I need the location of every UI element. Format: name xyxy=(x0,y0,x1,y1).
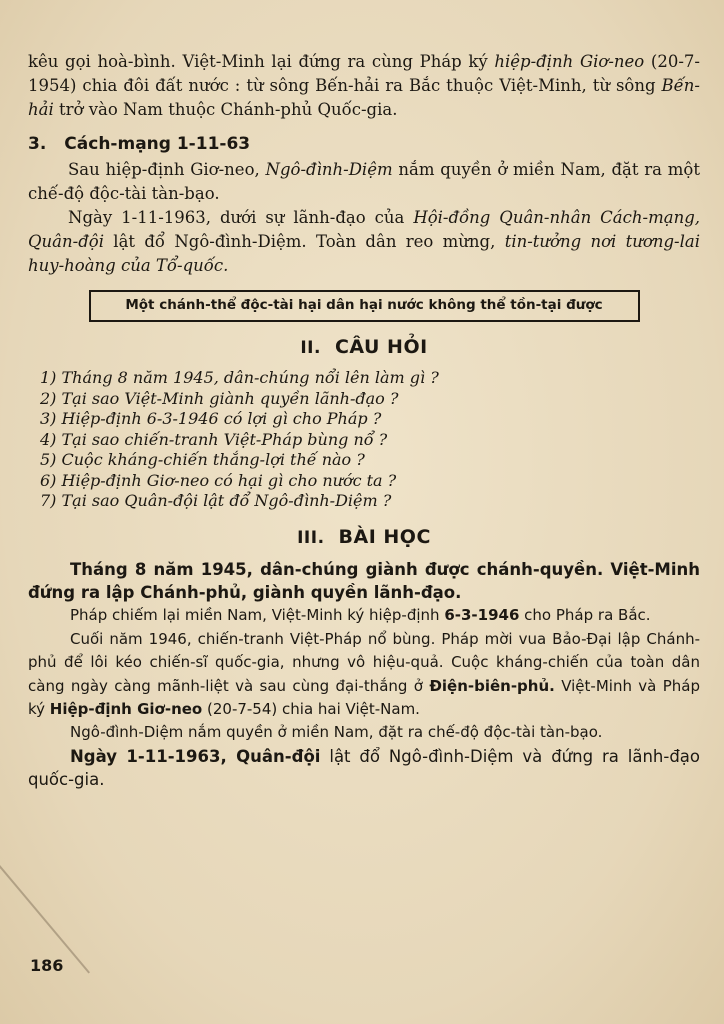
intro-text-1: kêu gọi hoà-bình. Việt-Minh lại đứng ra cùng Pháp ký xyxy=(28,52,495,71)
page-content xyxy=(28,50,700,792)
question-item: 3) Hiệp-định 6-3-1946 có lợi gì cho Pháp ? xyxy=(40,409,382,428)
lesson-number: III. xyxy=(297,527,325,548)
s3p1-text-b: nắm quyền ở miền Nam, đặt ra một chế-độ độc-tài tàn-bạo. xyxy=(28,160,700,203)
lesson-paragraph-5 xyxy=(28,745,700,792)
s3p2-text-a: Ngày 1-11-1963, dưới sự lãnh-đạo của xyxy=(68,208,414,227)
s3p1-text-a: Sau hiệp-định Giơ-neo, xyxy=(68,160,266,179)
question-item: 4) Tại sao chiến-tranh Việt-Pháp bùng nổ ? xyxy=(40,429,388,449)
motto-box: Một chánh-thể độc-tài hại dân hại nước không thể tồn-tại được xyxy=(89,290,640,322)
intro-text-2: (20-7-1954) chia đôi đất nước : từ sông Bến-hải ra Bắc thuộc Việt-Minh, từ sông xyxy=(28,52,700,95)
lp5-text-c: lật đổ Ngô-đình-Diệm và đứng ra lãnh-đạo quốc-gia. xyxy=(28,746,700,790)
questions-number: II. xyxy=(300,338,321,358)
lp3-text-c: Việt-Minh và Pháp ký xyxy=(28,676,700,718)
questions-list xyxy=(28,368,700,512)
lp5-army: Quân-đội xyxy=(226,746,321,766)
section-3-number: 3. xyxy=(28,134,47,154)
intro-text-3: trở vào Nam thuộc Chánh-phủ Quốc-gia. xyxy=(53,100,398,119)
lesson-paragraph-3 xyxy=(28,628,700,722)
s3p2-em-2: tin-tưởng nơi tương-lai huy-hoàng của Tổ-quốc. xyxy=(28,232,700,275)
question-item: 1) Tháng 8 năm 1945, dân-chúng nổi lên làm gì ? xyxy=(40,368,439,387)
lesson-heading xyxy=(28,526,700,548)
lp5-date: Ngày 1-11-1963, xyxy=(70,746,227,766)
section-3-paragraph-1 xyxy=(28,158,700,206)
lp3-text-a: Cuối năm 1946, chiến-tranh Việt-Pháp nổ bùng. Pháp mời vua Bảo-Đại lập Chánh-phủ để lôi kéo chiến-sĩ quốc-gia, nhưng vô hiệu-quả. Cuộc kháng-chiến của toàn dân càng ngày càng mãnh-liệt và sau cùng đại-thắng ở xyxy=(28,629,700,695)
section-3-title: Cách-mạng 1-11-63 xyxy=(64,134,251,154)
question-item: 7) Tại sao Quân-đội lật đổ Ngô-đình-Diệm ? xyxy=(40,491,392,510)
lesson-paragraph-4: Ngô-đình-Diệm nắm quyền ở miền Nam, đặt ra chế-độ độc-tài tàn-bạo. xyxy=(70,723,603,742)
intro-paragraph xyxy=(28,50,700,122)
lesson-paragraph-1: Tháng 8 năm 1945, dân-chúng giành được chánh-quyền. Việt-Minh đứng ra lập Chánh-phủ, giành quyền lãnh-đạo. xyxy=(28,559,700,602)
section-3-paragraph-2 xyxy=(28,206,700,278)
section-3-heading xyxy=(28,134,700,154)
s3p2-em-1: Hội-đồng Quân-nhân Cách-mạng, Quân-đội xyxy=(28,208,700,251)
lesson-title: BÀI HỌC xyxy=(338,525,431,548)
question-item: 6) Hiệp-định Giơ-neo có hại gì cho nước ta ? xyxy=(40,470,397,490)
questions-title: CÂU HỎI xyxy=(334,336,428,358)
page-number: 186 xyxy=(30,956,64,975)
question-item: 5) Cuộc kháng-chiến thắng-lợi thế nào ? xyxy=(40,450,365,469)
intro-em-1: hiệp-định Giơ-neo xyxy=(494,52,645,71)
s3p2-text-b: lật đổ Ngô-đình-Diệm. Toàn dân reo mừng, xyxy=(103,232,505,251)
lp3-treaty: Hiệp-định Giơ-neo xyxy=(49,699,203,718)
lp3-text-e: (20-7-54) chia hai Việt-Nam. xyxy=(202,699,420,718)
lp2-text-a: Pháp chiếm lại miền Nam, Việt-Minh ký hiệp-định xyxy=(70,606,445,625)
lesson-paragraph-2 xyxy=(28,604,700,627)
lp2-text-c: cho Pháp ra Bắc. xyxy=(519,606,651,625)
question-item: 2) Tại sao Việt-Minh giành quyền lãnh-đạo ? xyxy=(40,388,399,408)
questions-heading xyxy=(28,336,700,358)
s3p1-em: Ngô-đình-Diệm xyxy=(265,160,393,179)
intro-em-2: Bến-hải xyxy=(28,76,700,119)
lp2-date: 6-3-1946 xyxy=(444,606,520,625)
lp3-place: Điện-biên-phủ. xyxy=(429,676,555,695)
